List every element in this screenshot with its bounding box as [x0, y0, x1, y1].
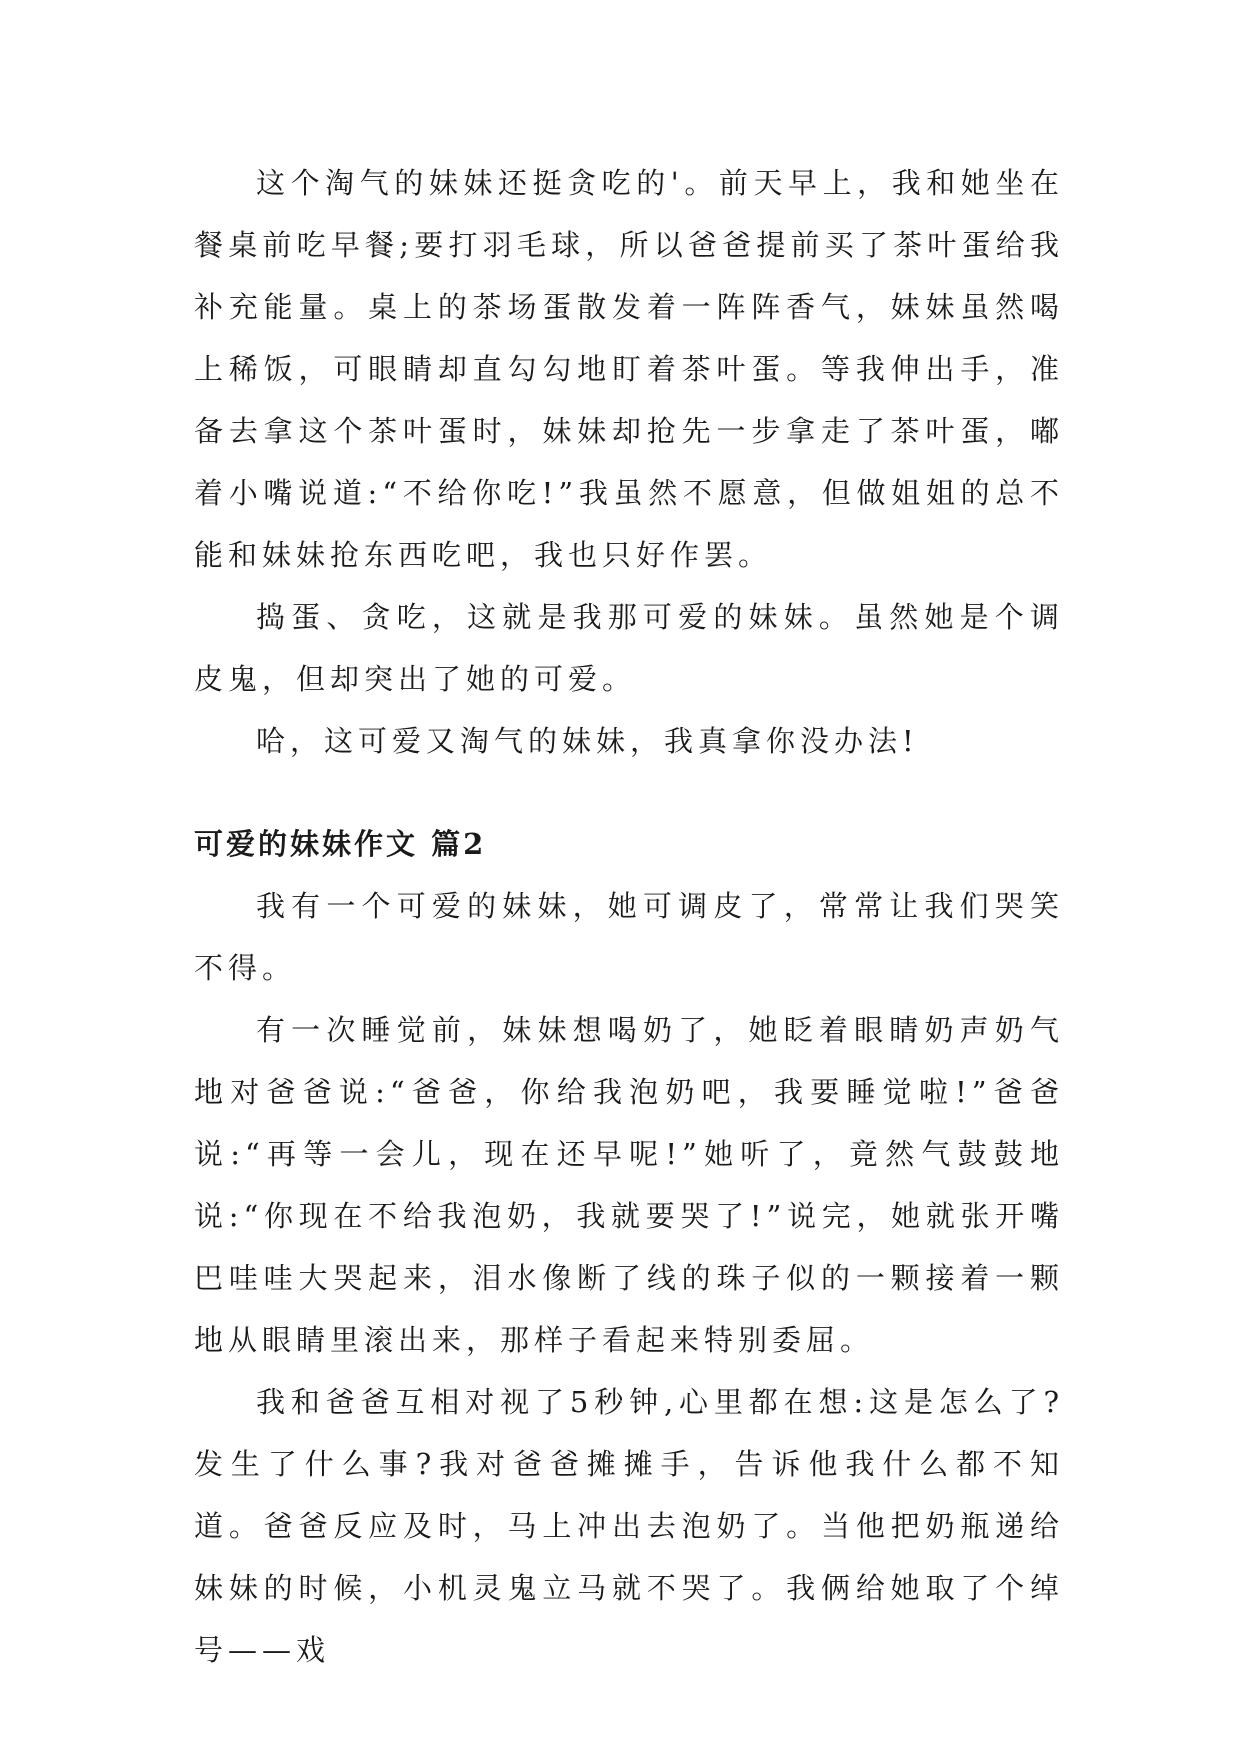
paragraph: 我有一个可爱的妹妹，她可调皮了，常常让我们哭笑不得。	[194, 889, 1064, 985]
document-page	[194, 152, 1064, 1681]
section-title: 可爱的妹妹作文 篇2	[194, 827, 487, 861]
paragraph: 哈，这可爱又淘气的妹妹，我真拿你没办法!	[256, 724, 919, 758]
paragraph: 这个淘气的妹妹还挺贪吃的'。前天早上，我和她坐在餐桌前吃早餐;要打羽毛球，所以爸爸提前买了茶叶蛋给我补充能量。桌上的茶场蛋散发着一阵阵香气，妹妹虽然喝上稀饭，可眼睛却直勾勾地盯着茶叶蛋。等我伸出手，准备去拿这个茶叶蛋时，妹妹却抢先一步拿走了茶叶蛋，嘟着小嘴说道:“不给你吃!”我虽然不愿意，但做姐姐的总不能和妹妹抢东西吃吧，我也只好作罢。	[194, 166, 1064, 572]
paragraph: 有一次睡觉前，妹妹想喝奶了，她眨着眼睛奶声奶气地对爸爸说:“爸爸，你给我泡奶吧，我要睡觉啦!”爸爸说:“再等一会儿，现在还早呢!”她听了，竟然气鼓鼓地说:“你现在不给我泡奶，我就要哭了!”说完，她就张开嘴巴哇哇大哭起来，泪水像断了线的珠子似的一颗接着一颗地从眼睛里滚出来，那样子看起来特别委屈。	[194, 1013, 1064, 1357]
paragraph: 捣蛋、贪吃，这就是我那可爱的妹妹。虽然她是个调皮鬼，但却突出了她的可爱。	[194, 600, 1064, 696]
paragraph: 我和爸爸互相对视了5秒钟,心里都在想:这是怎么了?发生了什么事?我对爸爸摊摊手，告诉他我什么都不知道。爸爸反应及时，马上冲出去泡奶了。当他把奶瓶递给妹妹的时候，小机灵鬼立马就不哭了。我俩给她取了个绰号——戏	[194, 1385, 1064, 1667]
